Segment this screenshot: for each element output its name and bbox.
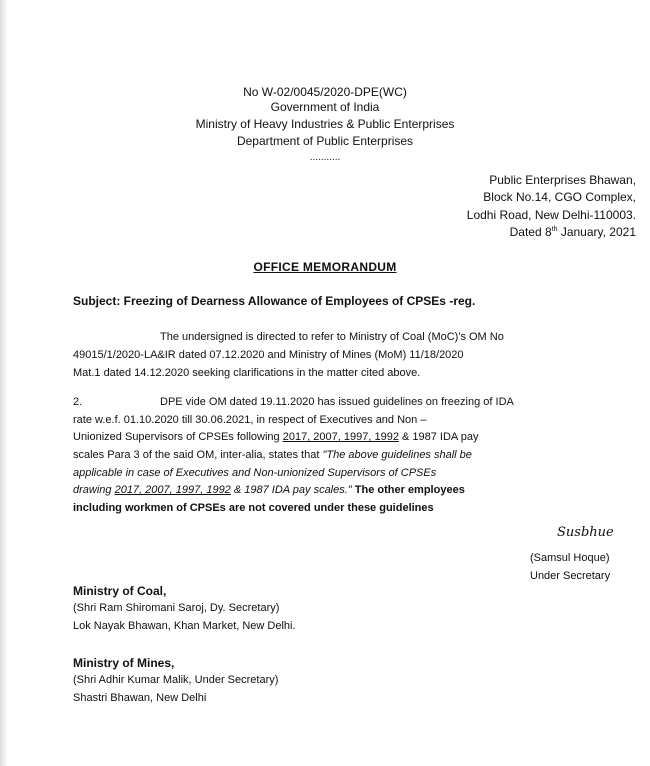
para1-line-3: Mat.1 dated 14.12.2020 seeking clarifications in the matter cited above. xyxy=(73,367,421,379)
para2-line-6-start: drawing xyxy=(73,484,115,496)
para2-line-6 xyxy=(73,485,465,496)
signatory-designation: Under Secretary xyxy=(530,570,611,582)
recipient-address: Shastri Bhawan, New Delhi xyxy=(73,692,207,704)
para2-line-2: rate w.e.f. 01.10.2020 till 30.06.2021, in respect of Executives and Non – xyxy=(73,414,427,426)
para2-line-6-years: 2017, 2007, 1997, 1992 xyxy=(114,484,231,496)
government-name: Government of India xyxy=(270,100,380,114)
signatory-name: (Samsul Hoque) xyxy=(530,552,610,564)
recipient-person: (Shri Ram Shiromani Saroj, Dy. Secretary) xyxy=(73,602,280,614)
para2-line-1: DPE vide OM dated 19.11.2020 has issued guidelines on freezing of IDA xyxy=(160,396,514,408)
reference-number: No W-02/0045/2020-DPE(WC) xyxy=(243,85,407,99)
para2-line-3-end: & 1987 IDA pay xyxy=(398,431,479,443)
para2-line-4 xyxy=(73,450,472,461)
address-line-2: Block No.14, CGO Complex, xyxy=(483,190,636,204)
para2-line-3-years: 2017, 2007, 1997, 1992 xyxy=(282,431,399,443)
recipient-person: (Shri Adhir Kumar Malik, Under Secretary) xyxy=(73,674,279,686)
signature-scribble: Susbhue xyxy=(557,525,614,540)
para1-line-2: 49015/1/2020-LA&IR dated 07.12.2020 and Ministry of Mines (MoM) 11/18/2020 xyxy=(73,349,464,361)
para2-line-7: including workmen of CPSEs are not covered under these guidelines xyxy=(73,502,434,514)
subject-line: Subject: Freezing of Dearness Allowance of Employees of CPSEs -reg. xyxy=(73,294,476,308)
para2-line-6-quote-end: & 1987 IDA pay scales." xyxy=(230,484,352,496)
para2-line-3-start: Unionized Supervisors of CPSEs following xyxy=(73,431,283,443)
date-prefix: Dated 8 xyxy=(509,225,552,239)
scan-edge xyxy=(0,0,8,766)
separator-dots: ........... xyxy=(309,152,341,163)
para2-line-3 xyxy=(73,432,478,443)
para2-line-4-start: scales Para 3 of the said OM, inter-alia, states that xyxy=(73,449,323,461)
para1-line-1: The undersigned is directed to refer to Ministry of Coal (MoC)'s OM No xyxy=(160,331,504,343)
recipient-address: Lok Nayak Bhawan, Khan Market, New Delhi. xyxy=(73,620,296,632)
date-suffix: January, 2021 xyxy=(557,225,636,239)
para2-number: 2. xyxy=(73,396,83,408)
para2-line-5: applicable in case of Executives and Non-unionized Supervisors of CPSEs xyxy=(73,467,437,479)
recipient-org: Ministry of Coal, xyxy=(73,584,167,598)
address-line-3: Lodhi Road, New Delhi-110003. xyxy=(466,208,636,222)
recipient-org: Ministry of Mines, xyxy=(73,656,175,670)
department-name: Department of Public Enterprises xyxy=(236,134,414,148)
address-line-1: Public Enterprises Bhawan, xyxy=(489,173,636,187)
document-title: OFFICE MEMORANDUM xyxy=(253,260,397,274)
ministry-name: Ministry of Heavy Industries & Public Enterprises xyxy=(195,117,455,131)
date-ordinal: th xyxy=(551,226,558,233)
para2-line-6-bold: The other employees xyxy=(351,484,465,496)
date-line xyxy=(510,226,636,238)
para2-line-4-quote: "The above guidelines shall be xyxy=(322,449,472,461)
